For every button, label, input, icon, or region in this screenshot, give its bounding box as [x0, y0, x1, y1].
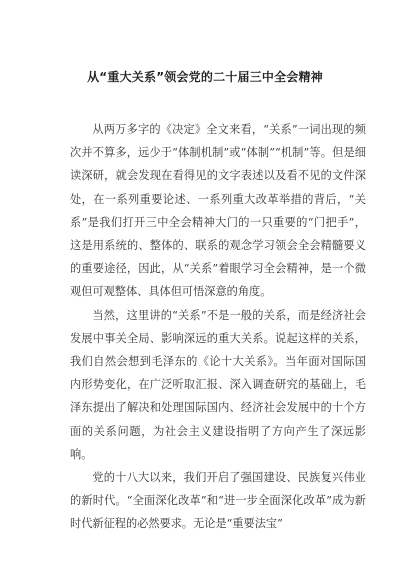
- body-paragraph: 党的十八大以来，我们开启了强国建设、民族复兴伟业的新时代。“全面深化改革”和“进一步全面深化改革”成为新时代新征程的必然要求。无论是“重要法宝”: [70, 471, 366, 531]
- body-paragraph: 从两万多字的《决定》全文来看，“关系”一词出现的频次并不算多，远少于“体制机制”或“体制”“机制”等。但是细读深研，就会发现在看得见的文字表述以及看不见的文件深处，在一系列重要论述、一系列重大改革举措的背后，“关系”是我们打开三中全会精神大门的一只重要的“门把手”，这是用系统的、整体的、联系的观念学习领会全会精髓要义的重要途径，因此，从“关系”着眼学习全会精神，是一个微观但可观整体、具体但可悟深意的角度。: [70, 123, 366, 299]
- body-paragraph: 当然，这里讲的“关系”不是一般的关系，而是经济社会发展中事关全局、影响深远的重大关系。说起这样的关系，我们自然会想到毛泽东的《论十大关系》。当年面对国际国内形势变化，在广泛听取汇报、深入调查研究的基础上，毛泽东提出了解决和处理国际国内、经济社会发展中的十个方面的关系问题，为社会主义建设指明了方向产生了深远影响。: [70, 308, 366, 461]
- document-body: [70, 118, 366, 536]
- document-title: 从“重大关系”领会党的二十届三中全会精神: [87, 70, 323, 84]
